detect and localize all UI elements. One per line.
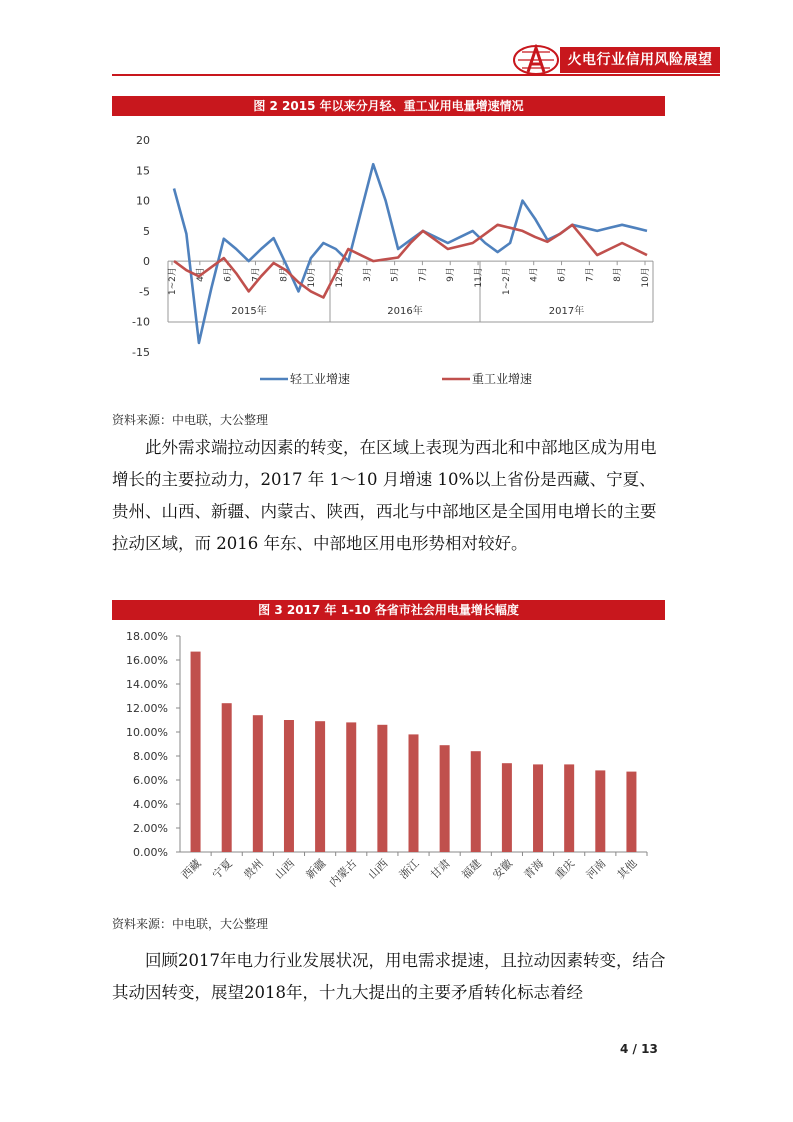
legend-label: 轻工业增速 <box>290 372 351 386</box>
y-tick-label: -5 <box>139 285 150 299</box>
bar <box>315 721 325 852</box>
figure2-caption: 图 2 2015 年以来分月轻、重工业用电量增速情况 <box>112 96 665 116</box>
dagong-logo-icon <box>512 44 560 76</box>
page-header <box>0 0 793 80</box>
x-tick-label: 浙江 <box>396 856 422 882</box>
legend-label: 重工业增速 <box>472 372 533 386</box>
paragraph-outlook <box>112 945 672 1009</box>
x-tick-label: 重庆 <box>552 856 578 882</box>
x-tick-label: 3月 <box>362 267 373 282</box>
x-tick-label: 1~2月 <box>168 267 178 296</box>
x-tick-label: 山西 <box>365 856 391 882</box>
x-tick-label: 10月 <box>641 267 651 288</box>
page-number: 4 / 13 <box>620 1042 658 1056</box>
bar <box>595 770 605 852</box>
x-tick-label: 12月 <box>334 267 345 288</box>
x-tick-label: 其他 <box>614 856 640 882</box>
x-tick-label: 5月 <box>390 267 401 282</box>
figure3-caption: 图 3 2017 年 1-10 各省市社会用电量增长幅度 <box>112 600 665 620</box>
x-tick-label: 7月 <box>251 267 262 282</box>
paragraph-text: 此外需求端拉动因素的转变，在区域上表现为西北和中部地区成为用电增长的主要拉动力，2017 年 1～10 月增速 10%以上省份是西藏、宁夏、贵州、山西、新疆、内蒙古、陕西，西北与中部地区是全国用电增长的主要拉动区域，而 2016 年东、中部地区用电形势相对较好。 <box>112 438 657 553</box>
x-tick-label: 7月 <box>418 267 429 282</box>
x-tick-label: 9月 <box>446 267 457 282</box>
x-tick-label: 6月 <box>557 267 568 282</box>
year-group-label: 2017年 <box>548 306 585 317</box>
x-tick-label: 11月 <box>474 267 485 288</box>
year-group-label: 2015年 <box>231 306 267 317</box>
x-tick-label: 宁夏 <box>210 856 235 882</box>
y-tick-label: 0.00% <box>133 846 168 859</box>
x-tick-label: 7月 <box>585 267 596 282</box>
x-tick-label: 青海 <box>521 856 547 882</box>
x-tick-label: 4月 <box>195 267 206 282</box>
bar <box>440 745 450 852</box>
y-tick-label: 2.00% <box>133 822 168 835</box>
bar <box>284 720 294 852</box>
report-title: 火电行业信用风险展望 <box>560 47 720 73</box>
bar <box>564 764 574 852</box>
bar <box>626 772 636 852</box>
x-tick-label: 6月 <box>223 267 234 282</box>
y-tick-label: 14.00% <box>126 678 168 691</box>
x-tick-label: 山西 <box>272 856 298 882</box>
bar <box>502 763 512 852</box>
x-tick-label: 西藏 <box>178 856 204 882</box>
bar <box>533 764 543 852</box>
bar <box>471 751 481 852</box>
y-tick-label: 15 <box>136 164 150 178</box>
x-tick-label: 4月 <box>529 267 540 282</box>
header-rule <box>112 74 720 76</box>
y-tick-label: 10.00% <box>126 726 168 739</box>
x-tick-label: 1~2月 <box>501 267 512 296</box>
x-tick-label: 福建 <box>459 856 484 882</box>
y-tick-label: -10 <box>132 315 150 329</box>
figure2-line-chart <box>112 120 665 400</box>
y-tick-label: 12.00% <box>126 702 168 715</box>
x-tick-label: 贵州 <box>241 856 266 882</box>
bar <box>191 652 201 852</box>
y-tick-label: 5 <box>143 224 150 238</box>
y-tick-label: 8.00% <box>133 750 168 763</box>
x-tick-label: 内蒙古 <box>326 856 360 890</box>
y-tick-label: 10 <box>136 194 150 208</box>
x-tick-label: 甘肃 <box>428 856 453 882</box>
y-tick-label: 20 <box>136 134 150 147</box>
figure2-source: 资料来源：中电联，大公整理 <box>112 413 269 427</box>
y-tick-label: 18.00% <box>126 630 168 643</box>
y-tick-label: 0 <box>143 255 150 269</box>
x-tick-label: 安徽 <box>490 856 516 882</box>
paragraph-text: 回顾2017年电力行业发展状况，用电需求提速，且拉动因素转变，结合其动因转变，展望2018年，十九大提出的主要矛盾转化标志着经 <box>112 951 666 1002</box>
x-tick-label: 河南 <box>583 856 609 882</box>
bar <box>377 725 387 852</box>
x-tick-label: 8月 <box>613 267 624 282</box>
x-tick-label: 8月 <box>279 267 290 282</box>
figure3-source: 资料来源：中电联，大公整理 <box>112 917 269 931</box>
y-tick-label: 16.00% <box>126 654 168 667</box>
bar <box>222 703 232 852</box>
figure3-bar-chart <box>112 626 665 902</box>
bar <box>409 734 419 852</box>
y-tick-label: -15 <box>132 346 150 359</box>
year-group-label: 2016年 <box>387 306 423 317</box>
bar <box>253 715 263 852</box>
paragraph-regional-demand <box>112 432 672 560</box>
x-tick-label: 新疆 <box>303 856 329 882</box>
bar <box>346 722 356 852</box>
y-tick-label: 4.00% <box>133 798 168 811</box>
x-tick-label: 10月 <box>307 267 318 288</box>
y-tick-label: 6.00% <box>133 774 168 787</box>
